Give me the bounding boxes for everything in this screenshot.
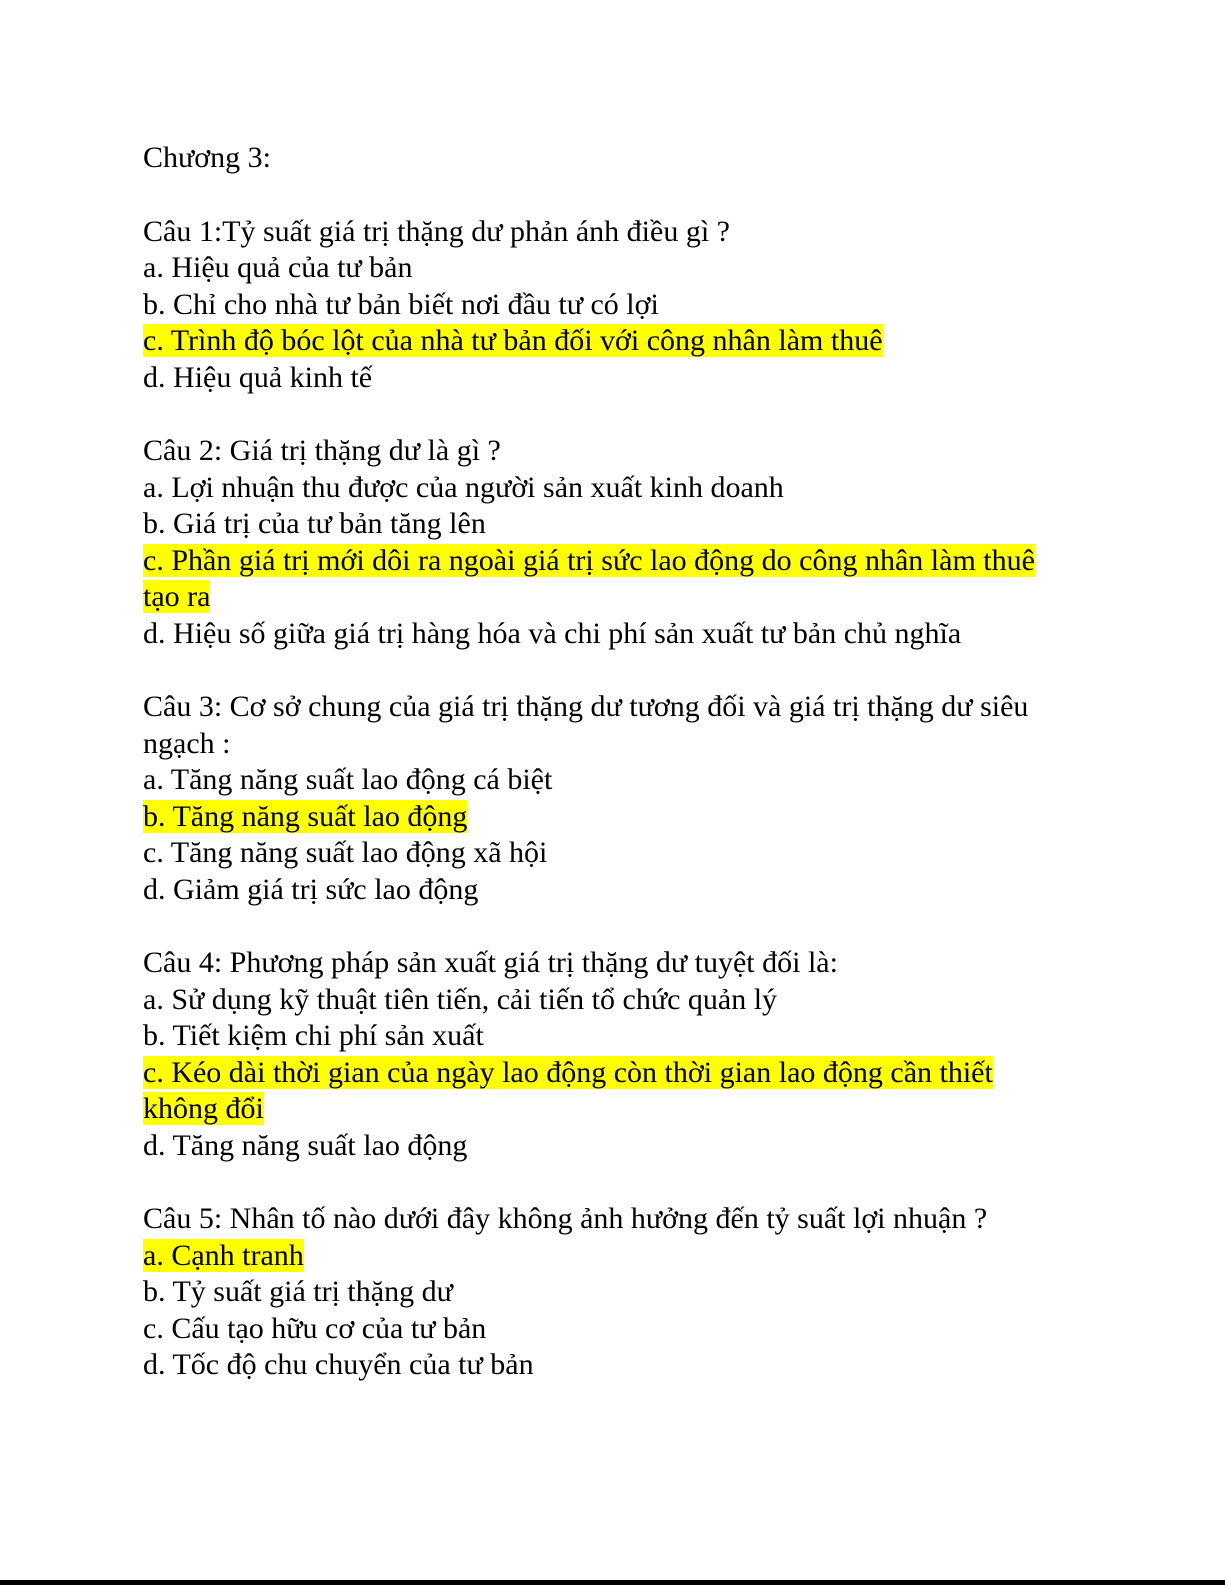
question-text: Câu 1:Tỷ suất giá trị thặng dư phản ánh điều gì ?: [143, 214, 730, 248]
answer-option-text: a. Lợi nhuận thu được của người sản xuất kinh doanh: [143, 470, 784, 504]
page-bottom-border: [0, 1580, 1225, 1585]
highlighted-answer-text: c. Kéo dài thời gian của ngày lao động còn thời gian lao động cần thiết không đổi: [143, 1055, 993, 1125]
answer-option: [143, 1128, 1048, 1165]
answer-option: [143, 762, 1048, 799]
answer-option-text: b. Tiết kiệm chi phí sản xuất: [143, 1019, 484, 1052]
answer-option: [143, 1274, 1048, 1311]
highlighted-answer-text: c. Trình độ bóc lột của nhà tư bản đối với công nhân làm thuê: [143, 324, 883, 357]
question-block: [143, 433, 1048, 652]
answer-option: [143, 982, 1048, 1019]
answer-option-correct: [143, 1238, 1048, 1275]
answer-option: [143, 470, 1048, 507]
answer-option: [143, 872, 1048, 909]
answer-option: [143, 835, 1048, 872]
answer-option-text: d. Tăng năng suất lao động: [143, 1128, 468, 1162]
highlighted-answer-text: b. Tăng năng suất lao động: [143, 799, 468, 833]
answer-option-text: d. Tốc độ chu chuyển của tư bản: [143, 1348, 534, 1381]
answer-option: [143, 1311, 1048, 1348]
question-text: Câu 3: Cơ sở chung của giá trị thặng dư tương đối và giá trị thặng dư siêu ngạch :: [143, 690, 1029, 760]
answer-option-text: b. Chỉ cho nhà tư bản biết nơi đầu tư có lợi: [143, 287, 659, 321]
answer-option: [143, 1018, 1048, 1055]
question-block: [143, 945, 1048, 1164]
answer-option: [143, 360, 1048, 397]
highlighted-answer-text: a. Cạnh tranh: [143, 1238, 304, 1272]
answer-option-text: c. Tăng năng suất lao động xã hội: [143, 836, 548, 869]
answer-option-text: b. Giá trị của tư bản tăng lên: [143, 507, 486, 540]
answer-option-text: d. Giảm giá trị sức lao động: [143, 872, 479, 906]
answer-option-correct: [143, 543, 1048, 616]
answer-option-correct: [143, 799, 1048, 836]
question-text: Câu 2: Giá trị thặng dư là gì ?: [143, 434, 501, 467]
chapter-title: Chương 3:: [143, 141, 271, 174]
answer-option: [143, 506, 1048, 543]
highlighted-answer-text: c. Phần giá trị mới dôi ra ngoài giá trị sức lao động do công nhân làm thuê tạo ra: [143, 543, 1035, 613]
question-text: Câu 5: Nhân tố nào dưới đây không ảnh hưởng đến tỷ suất lợi nhuận ?: [143, 1202, 988, 1235]
answer-option: [143, 287, 1048, 324]
document-content: [143, 140, 1048, 1421]
answer-option: [143, 1347, 1048, 1384]
answer-option-text: a. Hiệu quả của tư bản: [143, 251, 413, 284]
answer-option-text: d. Hiệu quả kinh tế: [143, 360, 373, 394]
question-block: [143, 689, 1048, 908]
question-block: [143, 1201, 1048, 1384]
answer-option-correct: [143, 323, 1048, 360]
answer-option-text: a. Tăng năng suất lao động cá biệt: [143, 763, 553, 796]
question-block: [143, 214, 1048, 397]
answer-option-text: a. Sử dụng kỹ thuật tiên tiến, cải tiến tổ chức quản lý: [143, 982, 778, 1016]
answer-option: [143, 616, 1048, 653]
answer-option: [143, 250, 1048, 287]
answer-option-correct: [143, 1055, 1048, 1128]
question-text: Câu 4: Phương pháp sản xuất giá trị thặng dư tuyệt đối là:: [143, 946, 838, 979]
answer-option-text: c. Cấu tạo hữu cơ của tư bản: [143, 1311, 487, 1345]
answer-option-text: d. Hiệu số giữa giá trị hàng hóa và chi phí sản xuất tư bản chủ nghĩa: [143, 616, 962, 650]
answer-option-text: b. Tỷ suất giá trị thặng dư: [143, 1275, 453, 1308]
